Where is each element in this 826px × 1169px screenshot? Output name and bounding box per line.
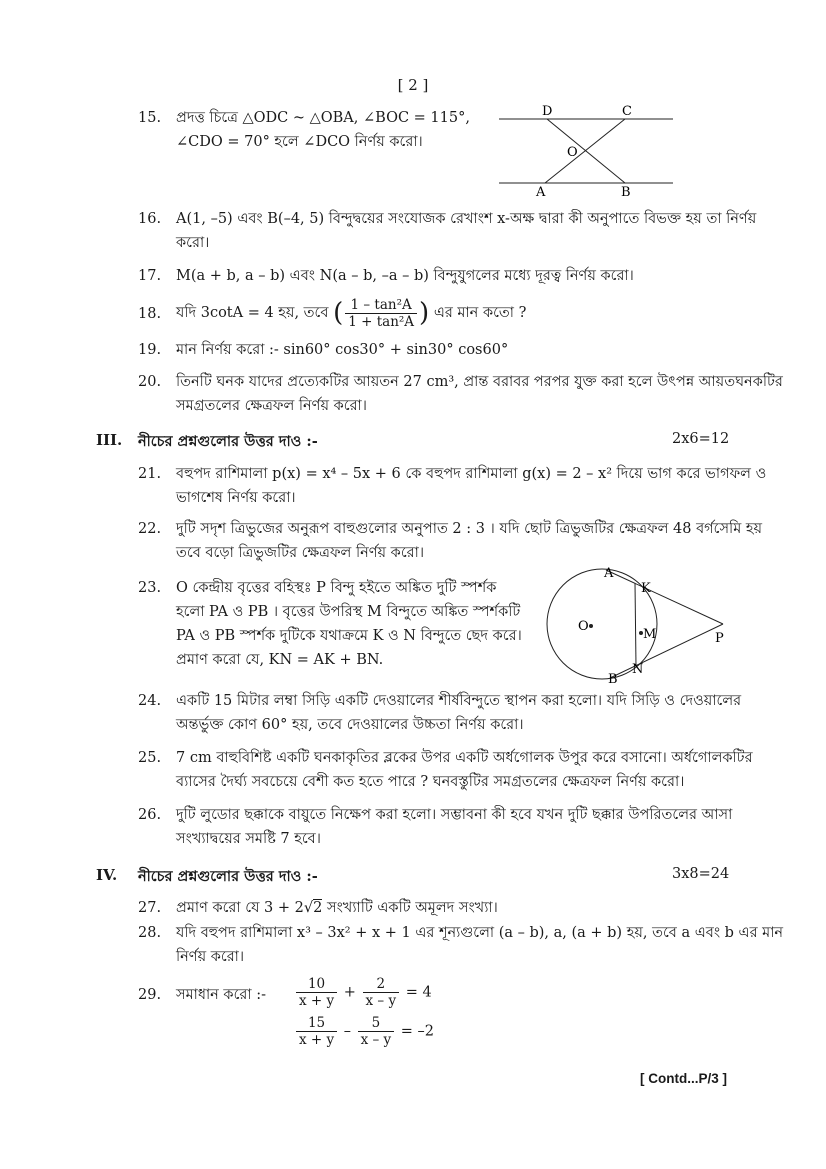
- question-text: হলো PA ও PB । বৃত্তের উপরিস্থ M বিন্দুতে অঙ্কিত স্পর্শকটি: [176, 604, 521, 620]
- question-text: বহুপদ রাশিমালা p(x) = x⁴ – 5x + 6 কে বহুপদ রাশিমালা g(x) = 2 – x² দিয়ে ভাগ করে ভাগফল ও: [176, 466, 767, 482]
- question-text: সমগ্রতলের ক্ষেত্রফল নির্ণয় করো।: [176, 398, 367, 414]
- equation-2: $\frac{15}{x + y}$ – $\frac{5}{x - y}$ = –2: [294, 1015, 434, 1048]
- section-number: III.: [96, 431, 123, 449]
- q18-post: এর মান কতো ?: [433, 305, 527, 321]
- q18-pre: যদি 3cotA = 4 হয়, তবে: [176, 305, 329, 321]
- question-text: ∠CDO = 70° হলে ∠DCO নির্ণয় করো।: [176, 134, 423, 150]
- label-M: M: [643, 627, 657, 642]
- question-number: 29.: [138, 987, 162, 1003]
- section-title: নীচের প্রশ্নগুলোর উত্তর দাও :-: [138, 868, 318, 885]
- question-number: 24.: [138, 693, 162, 709]
- question-text: অন্তর্ভুক্ত কোণ 60° হয়, তবে দেওয়ালের উচ্চতা নির্ণয় করো।: [176, 717, 524, 733]
- question-text: PA ও PB স্পর্শক দুটিকে যথাক্রমে K ও N বিন্দুতে ছেদ করে।: [176, 628, 522, 644]
- label-B: B: [621, 185, 631, 200]
- question-number: 28.: [138, 925, 162, 941]
- question-text: ব্যাসের দৈর্ঘ্য সবচেয়ে বেশী কত হতে পারে ? ঘনবস্তুটির সমগ্রতলের ক্ষেত্রফল নির্ণয় করো।: [176, 774, 685, 790]
- question-text: A(1, –5) এবং B(–4, 5) বিন্দুদ্বয়ের সংযোজক রেখাংশ x-অক্ষ দ্বারা কী অনুপাতে বিভক্ত হয় তা নির্ণয়: [176, 211, 757, 227]
- question-text: O কেন্দ্রীয় বৃত্তের বহিস্থঃ P বিন্দু হইতে অঙ্কিত দুটি স্পর্শক: [176, 580, 497, 596]
- question-text: যদি 3cotA = 4 হয়, তবে ( $\frac{\text{1 – tan²A}}{\text{1 + tan²A}}$ ) এর মান কতো ?: [176, 296, 527, 330]
- question-number: 20.: [138, 374, 162, 390]
- question-text: যদি বহুপদ রাশিমালা x³ – 3x² + x + 1 এর শূন্যগুলো (a – b), a, (a + b) হয়, তবে a এবং b এর মান: [176, 925, 784, 941]
- question-number: 26.: [138, 807, 162, 823]
- q18-fraction: $\frac{\text{1 – tan²A}}{\text{1 + tan²A}}$: [345, 297, 417, 330]
- section-marks: 2x6=12: [672, 431, 730, 447]
- label-K: K: [641, 581, 651, 596]
- question-text: 7 cm বাহুবিশিষ্ট একটি ঘনকাকৃতির ব্লকের উপর একটি অর্ধগোলক উপুর করে বসানো। অর্ধগোলকটির: [176, 750, 753, 766]
- label-O: O: [567, 145, 578, 160]
- question-text: প্রমাণ করো যে 3 + 2√2 সংখ্যাটি একটি অমূলদ সংখ্যা।: [176, 900, 498, 916]
- question-text: নির্ণয় করো।: [176, 949, 245, 965]
- label-C: C: [622, 104, 632, 119]
- question-text: মান নির্ণয় করো :- sin60° cos30° + sin30° cos60°: [176, 342, 509, 358]
- q23-figure: [535, 565, 735, 685]
- question-text: একটি 15 মিটার লম্বা সিড়ি একটি দেওয়ালের শীর্ষবিন্দুতে স্থাপন করা হলো। যদি সিড়ি ও দেওয়ালের: [176, 693, 742, 709]
- question-number: 22.: [138, 521, 162, 537]
- page-number: [ 2 ]: [397, 76, 429, 94]
- section-number: IV.: [96, 866, 118, 884]
- section-title: নীচের প্রশ্নগুলোর উত্তর দাও :-: [138, 433, 318, 450]
- question-text: দুটি লুডোর ছক্কাকে বায়ুতে নিক্ষেপ করা হলো। সম্ভাবনা কী হবে যখন দুটি ছক্কার উপরিতলের আসা: [176, 807, 733, 823]
- question-text: তিনটি ঘনক যাদের প্রত্যেকটির আয়তন 27 cm³, প্রান্ত বরাবর পরপর যুক্ত করা হলে উৎপন্ন আয়তঘনকটির: [176, 374, 783, 390]
- label-A: A: [604, 566, 614, 581]
- question-number: 21.: [138, 466, 162, 482]
- sqrt-radicand: 2: [313, 900, 323, 916]
- continued-footer: [ Contd...P/3 ]: [640, 1071, 727, 1086]
- question-number: 18.: [138, 306, 162, 322]
- question-number: 23.: [138, 580, 162, 596]
- question-number: 16.: [138, 211, 162, 227]
- label-O: O: [578, 619, 589, 634]
- question-text: প্রমাণ করো যে, KN = AK + BN.: [176, 652, 384, 668]
- q15-figure: [495, 100, 680, 202]
- section-marks: 3x8=24: [672, 866, 730, 882]
- question-text: ভাগশেষ নির্ণয় করো।: [176, 490, 296, 506]
- question-text: করো।: [176, 235, 210, 251]
- label-N: N: [632, 662, 644, 677]
- sqrt-sign: √: [303, 900, 314, 916]
- label-A: A: [536, 185, 546, 200]
- label-B: B: [608, 672, 618, 685]
- question-number: 25.: [138, 750, 162, 766]
- question-number: 15.: [138, 110, 162, 126]
- equation-1: $\frac{10}{x + y}$ + $\frac{2}{x - y}$ = 4: [294, 976, 432, 1009]
- question-number: 27.: [138, 900, 162, 916]
- label-D: D: [542, 104, 553, 119]
- question-text: দুটি সদৃশ ত্রিভুজের অনুরূপ বাহুগুলোর অনুপাত 2 : 3 । যদি ছোট ত্রিভুজটির ক্ষেত্রফল 48 বর্গসেমি হয়: [176, 521, 763, 537]
- question-number: 19.: [138, 342, 162, 358]
- question-text: সংখ্যাদ্বয়ের সমষ্টি 7 হবে।: [176, 831, 321, 847]
- question-text: সমাধান করো :-: [176, 987, 266, 1003]
- question-text: M(a + b, a – b) এবং N(a – b, –a – b) বিন্দুযুগলের মধ্যে দূরত্ব নির্ণয় করো।: [176, 268, 634, 284]
- question-text: প্রদত্ত চিত্রে △ODC ~ △OBA, ∠BOC = 115°,: [176, 110, 470, 126]
- label-P: P: [715, 631, 724, 646]
- question-number: 17.: [138, 268, 162, 284]
- question-text: তবে বড়ো ত্রিভুজটির ক্ষেত্রফল নির্ণয় করো।: [176, 545, 425, 561]
